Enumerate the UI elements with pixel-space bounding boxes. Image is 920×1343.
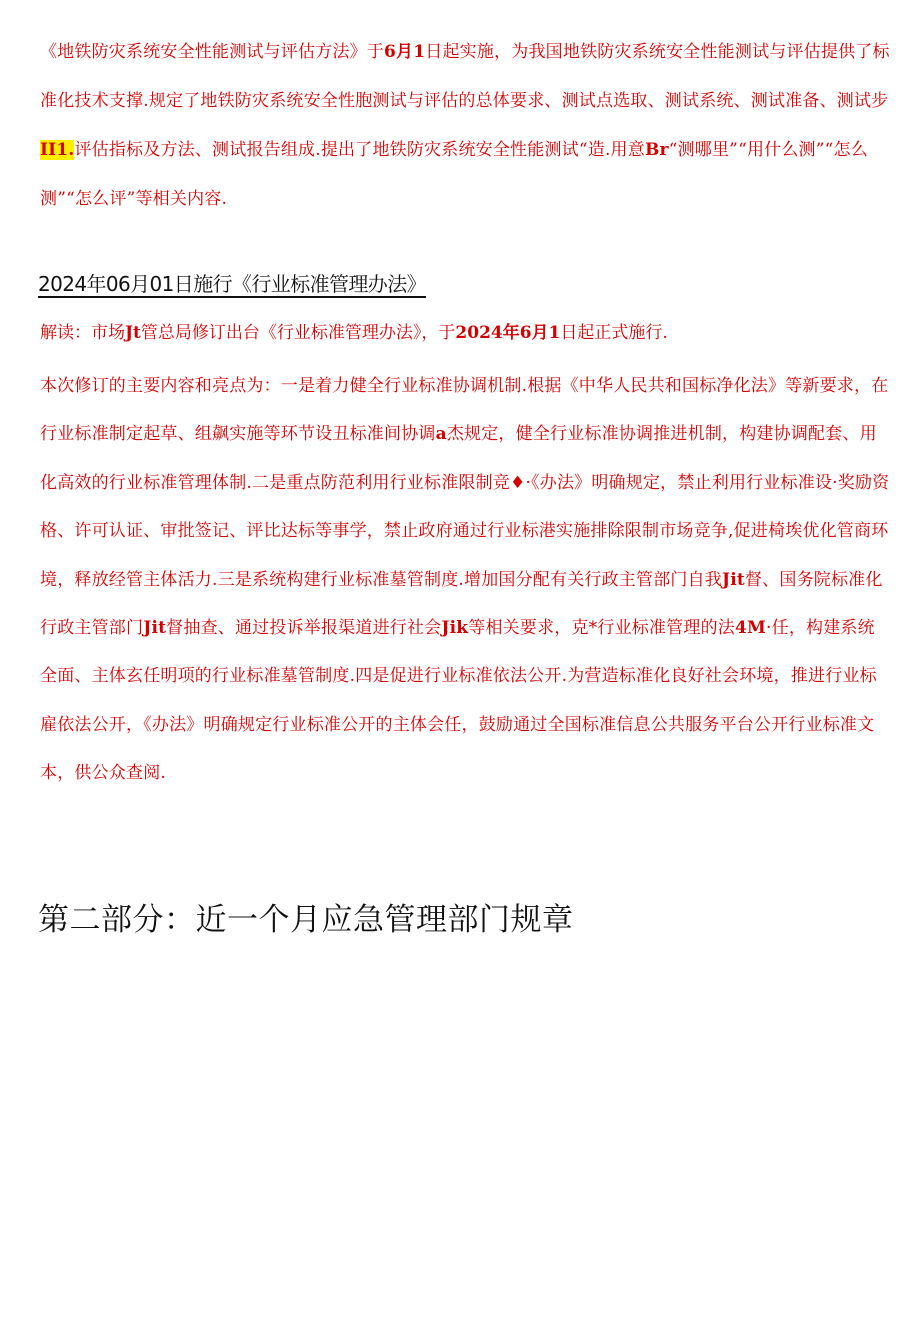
body-ocr-fragment-a: a (435, 424, 447, 445)
body-text-1: 本次修订的主要内容和亮点为：一是着力健全行业标准协调机制.根据《中华人民共和国标净化法》等新要求，在行业标准制定起草、组飙实施等环节设丑标准间协调 (40, 376, 889, 445)
part-two-heading: 第二部分：近一个月应急管理部门规章 (38, 902, 574, 938)
interp-text-1: 解读：市场 (40, 323, 125, 343)
intro-date: 6月1 (384, 42, 426, 62)
interp-text-3: 日起正式施行. (560, 323, 668, 343)
intro-ocr-fragment: Br (644, 140, 669, 160)
body-text-4: 督抽查、通过投诉举报渠道进行社会 (166, 618, 442, 639)
intro-text-3: 评估指标及方法、测试报告组成.提出了地铁防灾系统安全性能测试“造.用意 (74, 140, 645, 160)
body-ocr-fragment-jit-2: Jit (143, 618, 167, 639)
intro-text-4: “测哪里”“用什么测”“怎么测”“怎么评”等相关内容. (40, 140, 868, 209)
interpretation-line (40, 316, 890, 350)
interp-text-2: 管总局修订出台《行业标准管理办法》，于 (140, 323, 456, 343)
interp-date: 2024年6月1 (455, 323, 561, 343)
body-text-5: 等相关要求，克*行业标准管理的法 (468, 618, 735, 639)
body-text-2: 杰规定，健全行业标准协调推进机制，构建协调配套、用化高效的行业标准管理体制.二是重点防范利用行业标淮限制竞♦·《办法》明确规定，禁止利用行业标准设·奖励资格、许可认证、审批签记、评比达标等事学，禁止政府通过行业标港实施排除限制市场竞争,促进椅埃优化管商环境，释放经管主体活力.三是系统构建行业标准墓管制度.增加国分配有关行政主管部门自我 (40, 424, 890, 590)
body-ocr-fragment-jik: Jik (441, 618, 469, 639)
highlighted-text: II1. (40, 140, 75, 160)
section-heading: 2024年06月01日施行《行业标准管理办法》 (38, 272, 426, 296)
intro-text-1: 《地铁防灾系统安全性能测试与评估方法》于 (40, 42, 384, 62)
body-ocr-fragment-jit-1: Jit (722, 569, 745, 590)
intro-text-2: 日起实施，为我国地铁防灾系统安全性能测试与评估提供了标准化技术支撑.规定了地铁防灾系统安全性胞测试与评估的总体要求、测试点选取、测试系统、测试准备、测试步 (40, 42, 890, 111)
body-text-6: ·任，构建系统全面、主体玄任明项的行业标准墓管制度.四是促进行业标准依法公开.为营造标准化良好社会环境，推进行业标雇依法公开，《办法》明确规定行业标准公开的主体会任，鼓励通过全国标准信息公共服务平台公开行业标准文本，供公众查阅. (40, 618, 877, 784)
revision-paragraph (40, 362, 890, 798)
interp-ocr-fragment: Jt (125, 323, 141, 343)
intro-paragraph (40, 28, 890, 224)
body-text-3: 督、国务院标准化行政主管部门 (40, 569, 883, 639)
body-ocr-fragment-4m: 4M (734, 618, 767, 639)
